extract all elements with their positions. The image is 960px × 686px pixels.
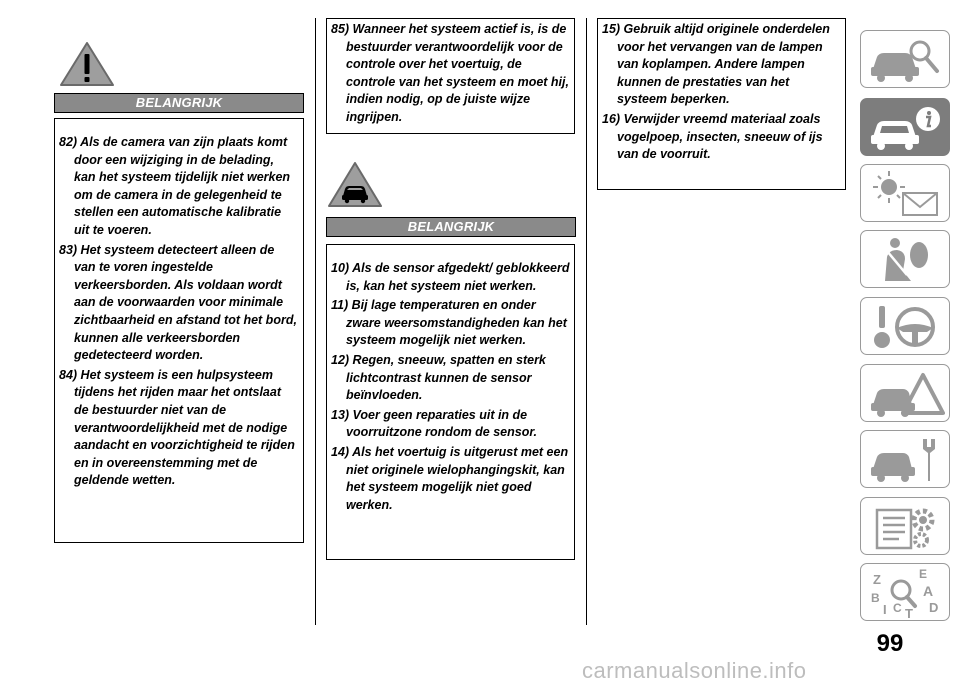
page-number: 99 [876, 630, 904, 657]
alphabet-index-icon [867, 568, 945, 618]
note-13: 13) Voer geen reparaties uit in de voorruitzone rondom de sensor. [331, 407, 537, 440]
note-box-85 [326, 18, 575, 134]
watermark: carmanualsonline.info [582, 658, 807, 683]
important-banner-2: BELANGRIJK [326, 217, 576, 237]
important-box-1 [54, 118, 304, 543]
tab-maintenance[interactable] [860, 430, 950, 488]
tab-dashboard[interactable] [860, 30, 950, 88]
tab-index[interactable] [860, 563, 950, 621]
index-letter-d: D [929, 600, 939, 615]
warning-light-envelope-icon [867, 169, 945, 219]
index-letter-i: I [883, 602, 887, 617]
car-info-icon [867, 103, 945, 153]
index-letter-z: Z [873, 572, 881, 587]
tab-technical-data[interactable] [860, 497, 950, 555]
tab-vehicle-info[interactable] [860, 98, 950, 156]
note-12: 12) Regen, sneeuw, spatten en sterk lichtcontrast kunnen de sensor beïnvloeden. [331, 352, 546, 403]
note-85: 85) Wanneer het systeem actief is, is de bestuurder verantwoordelijk voor de controle over het voertuig, de controle van het systeem en moet hij, indien nodig, op de juiste wijze ingrijpen. [331, 22, 569, 124]
car-search-icon [867, 35, 945, 85]
tab-starting-driving[interactable] [860, 297, 950, 355]
car-warning-icon [326, 160, 384, 210]
steering-wheel-key-icon [867, 302, 945, 352]
note-box-15-16 [597, 18, 846, 190]
note-82: 82) Als de camera van zijn plaats komt door een wijziging in de belading, kan het systeem tijdelijk niet werken om de camera in de gelegenheid te stellen een automatische kalibratie uit te voeren. [59, 135, 291, 237]
car-warning-triangle-icon [867, 369, 945, 419]
note-16: 16) Verwijder vreemd materiaal zoals vogelpoep, insecten, sneeuw of ijs van de voorruit. [602, 111, 823, 162]
seatbelt-airbag-icon [867, 235, 945, 285]
note-84: 84) Het systeem is een hulpsysteem tijdens het rijden maar het ontslaat de bestuurder niet van de verantwoordelijkheid met de nodige aandacht en voorzichtigheid te rijden en in overeenstemming met de geldende wetten. [59, 367, 295, 488]
car-wrench-icon [867, 435, 945, 485]
index-letter-c: C [893, 601, 902, 615]
index-letter-a: A [923, 583, 934, 599]
specifications-gear-icon [867, 502, 945, 552]
note-10: 10) Als de sensor afgedekt/ geblokkeerd is, kan het systeem niet werken. [331, 261, 570, 293]
note-14: 14) Als het voertuig is uitgerust met een niet originele wielophangingskit, kan het systeem mogelijk niet goed werken. [331, 444, 569, 512]
column-divider-2 [586, 18, 587, 625]
tab-safety[interactable] [860, 230, 950, 288]
index-letter-t: T [905, 606, 913, 618]
warning-exclamation-icon [58, 40, 116, 88]
note-11: 11) Bij lage temperaturen en onder zware weersomstandigheden kan het systeem mogelijk niet werken. [331, 298, 567, 348]
index-letter-e: E [919, 568, 928, 581]
column-divider-1 [315, 18, 316, 625]
important-banner-1: BELANGRIJK [54, 93, 304, 113]
index-letter-b: B [871, 591, 880, 605]
note-83: 83) Het systeem detecteert alleen de van te voren ingestelde verkeersborden. Als voldaan wordt aan de voorwaarden voor minimale zichtbaarheid en afstand tot het bord, kunnen alle verkeersborden gedetecteerd worden. [59, 242, 297, 363]
tab-warning-lights[interactable] [860, 164, 950, 222]
tab-emergency[interactable] [860, 364, 950, 422]
note-15: 15) Gebruik altijd originele onderdelen voor het vervangen van de lampen van koplampen. Andere lampen kunnen de prestaties van het systeem beperken. [602, 22, 830, 107]
important-box-2 [326, 244, 575, 560]
